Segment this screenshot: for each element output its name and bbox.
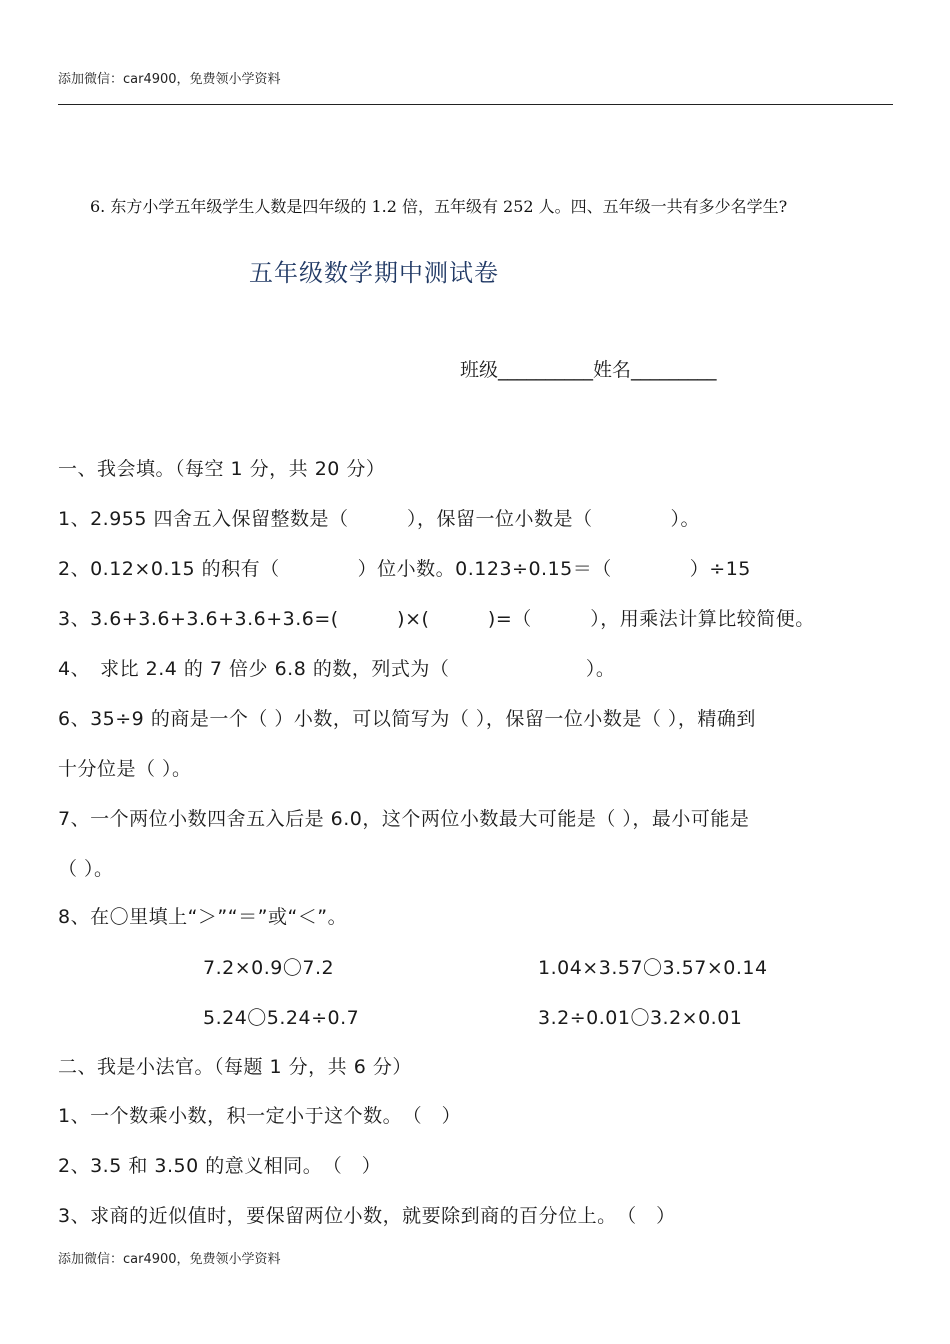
name-label: 姓名 — [593, 359, 632, 381]
section1-question-2: 2、0.12×0.15 的积有（ ）位小数。0.123÷0.15＝（ ）÷15 — [58, 558, 751, 580]
compare-item: 5.24〇5.24÷0.7 — [203, 1007, 360, 1029]
section1-question-7-line2: （ ）。 — [58, 858, 114, 880]
carryover-question: 6. 东方小学五年级学生人数是四年级的 1.2 倍，五年级有 252 人。四、五年级一共有多少名学生? — [90, 197, 788, 216]
compare-item: 3.2÷0.01〇3.2×0.01 — [538, 1007, 743, 1029]
section1-question-8: 8、在〇里填上“＞”“＝”或“＜”。 — [58, 906, 348, 928]
section1-question-7-line1: 7、一个两位小数四舍五入后是 6.0，这个两位小数最大可能是（ ），最小可能是 — [58, 808, 750, 830]
section2-question-2: 2、3.5 和 3.50 的意义相同。 （ ） — [58, 1155, 382, 1177]
section2-heading: 二、我是小法官。（每题 1 分，共 6 分） — [58, 1056, 412, 1078]
student-info — [460, 355, 717, 382]
header-divider — [58, 104, 893, 105]
section1-heading: 一、我会填。（每空 1 分，共 20 分） — [58, 458, 386, 480]
section1-question-1: 1、2.955 四舍五入保留整数是（ ），保留一位小数是（ ）。 — [58, 508, 701, 530]
section1-question-4: 4、 求比 2.4 的 7 倍少 6.8 的数，列式为（ ）。 — [58, 658, 616, 680]
class-label: 班级 — [460, 359, 499, 381]
section2-question-1: 1、一个数乘小数，积一定小于这个数。 （ ） — [58, 1105, 462, 1127]
footer-note: 添加微信：car4900，免费领小学资料 — [58, 1252, 281, 1267]
exam-title: 五年级数学期中测试卷 — [249, 259, 499, 287]
section1-question-6-line1: 6、35÷9 的商是一个（ ）小数，可以简写为（ ），保留一位小数是（ ），精确到 — [58, 708, 756, 730]
section1-question-3: 3、3.6+3.6+3.6+3.6+3.6=( )×( )=（ ），用乘法计算比较简便。 — [58, 608, 815, 630]
compare-item: 1.04×3.57〇3.57×0.14 — [538, 957, 768, 979]
class-blank: __________ — [498, 359, 594, 381]
section1-question-6-line2: 十分位是（ ）。 — [58, 758, 192, 780]
header-note: 添加微信：car4900，免费领小学资料 — [58, 72, 281, 87]
compare-item: 7.2×0.9〇7.2 — [203, 957, 335, 979]
name-blank: _________ — [631, 359, 717, 381]
section2-question-3: 3、求商的近似值时，要保留两位小数，就要除到商的百分位上。 （ ） — [58, 1205, 676, 1227]
